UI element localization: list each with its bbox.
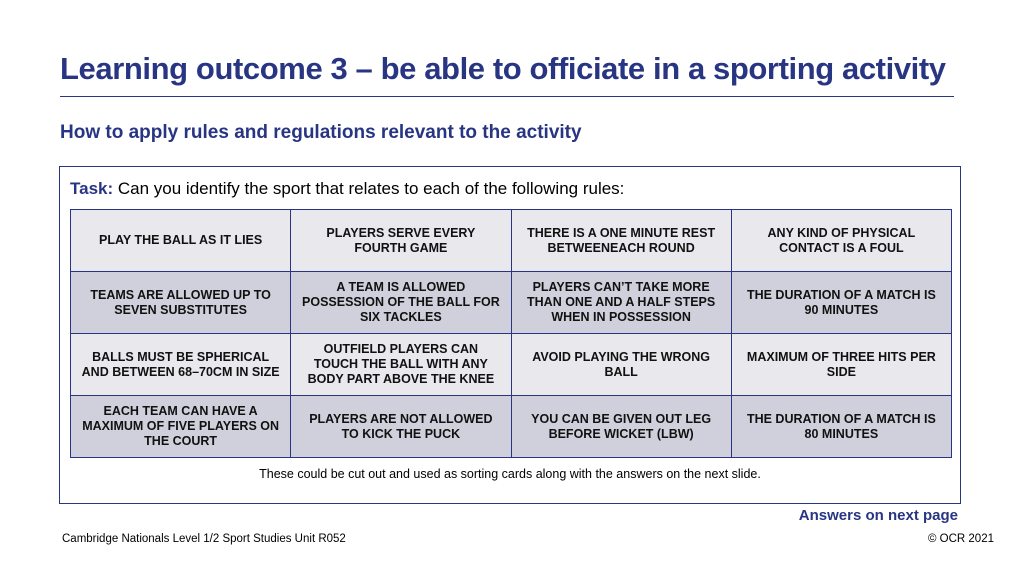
rule-card: ANY KIND OF PHYSICAL CONTACT IS A FOUL [731,210,951,272]
rule-card: THERE IS A ONE MINUTE REST BETWEENEACH ROUND [511,210,731,272]
footer-copyright: © OCR 2021 [927,533,994,545]
footnote: These could be cut out and used as sorting cards along with the answers on the next slide. [259,467,761,481]
footer-course: Cambridge Nationals Level 1/2 Sport Studies Unit R052 [62,533,346,545]
task-text: Can you identify the sport that relates to each of the following rules: [117,179,625,198]
rules-row [71,334,952,396]
rules-row [71,396,952,458]
rules-table [70,209,952,458]
rule-card: A TEAM IS ALLOWED POSSESSION OF THE BALL FOR SIX TACKLES [291,272,511,334]
task-instruction [70,178,624,200]
rule-card: AVOID PLAYING THE WRONG BALL [511,334,731,396]
rules-row [71,210,952,272]
rule-card: THE DURATION OF A MATCH IS 90 MINUTES [731,272,951,334]
rule-card: TEAMS ARE ALLOWED UP TO SEVEN SUBSTITUTES [71,272,291,334]
title-divider [60,96,954,97]
slide-title: Learning outcome 3 – be able to officiate in a sporting activity [60,51,946,86]
task-label: Task: [70,179,114,198]
rule-card: BALLS MUST BE SPHERICAL AND BETWEEN 68–70CM IN SIZE [71,334,291,396]
rule-card: PLAYERS CAN’T TAKE MORE THAN ONE AND A HALF STEPS WHEN IN POSSESSION [511,272,731,334]
rule-card: YOU CAN BE GIVEN OUT LEG BEFORE WICKET (LBW) [511,396,731,458]
rule-card: PLAY THE BALL AS IT LIES [71,210,291,272]
task-box [59,166,961,504]
slide-subtitle: How to apply rules and regulations relevant to the activity [60,122,582,143]
rule-card: PLAYERS SERVE EVERY FOURTH GAME [291,210,511,272]
rule-card: EACH TEAM CAN HAVE A MAXIMUM OF FIVE PLAYERS ON THE COURT [71,396,291,458]
rule-card: MAXIMUM OF THREE HITS PER SIDE [731,334,951,396]
rule-card: OUTFIELD PLAYERS CAN TOUCH THE BALL WITH ANY BODY PART ABOVE THE KNEE [291,334,511,396]
answers-link[interactable]: Answers on next page [798,507,958,524]
rule-card: THE DURATION OF A MATCH IS 80 MINUTES [731,396,951,458]
rules-row [71,272,952,334]
rule-card: PLAYERS ARE NOT ALLOWED TO KICK THE PUCK [291,396,511,458]
